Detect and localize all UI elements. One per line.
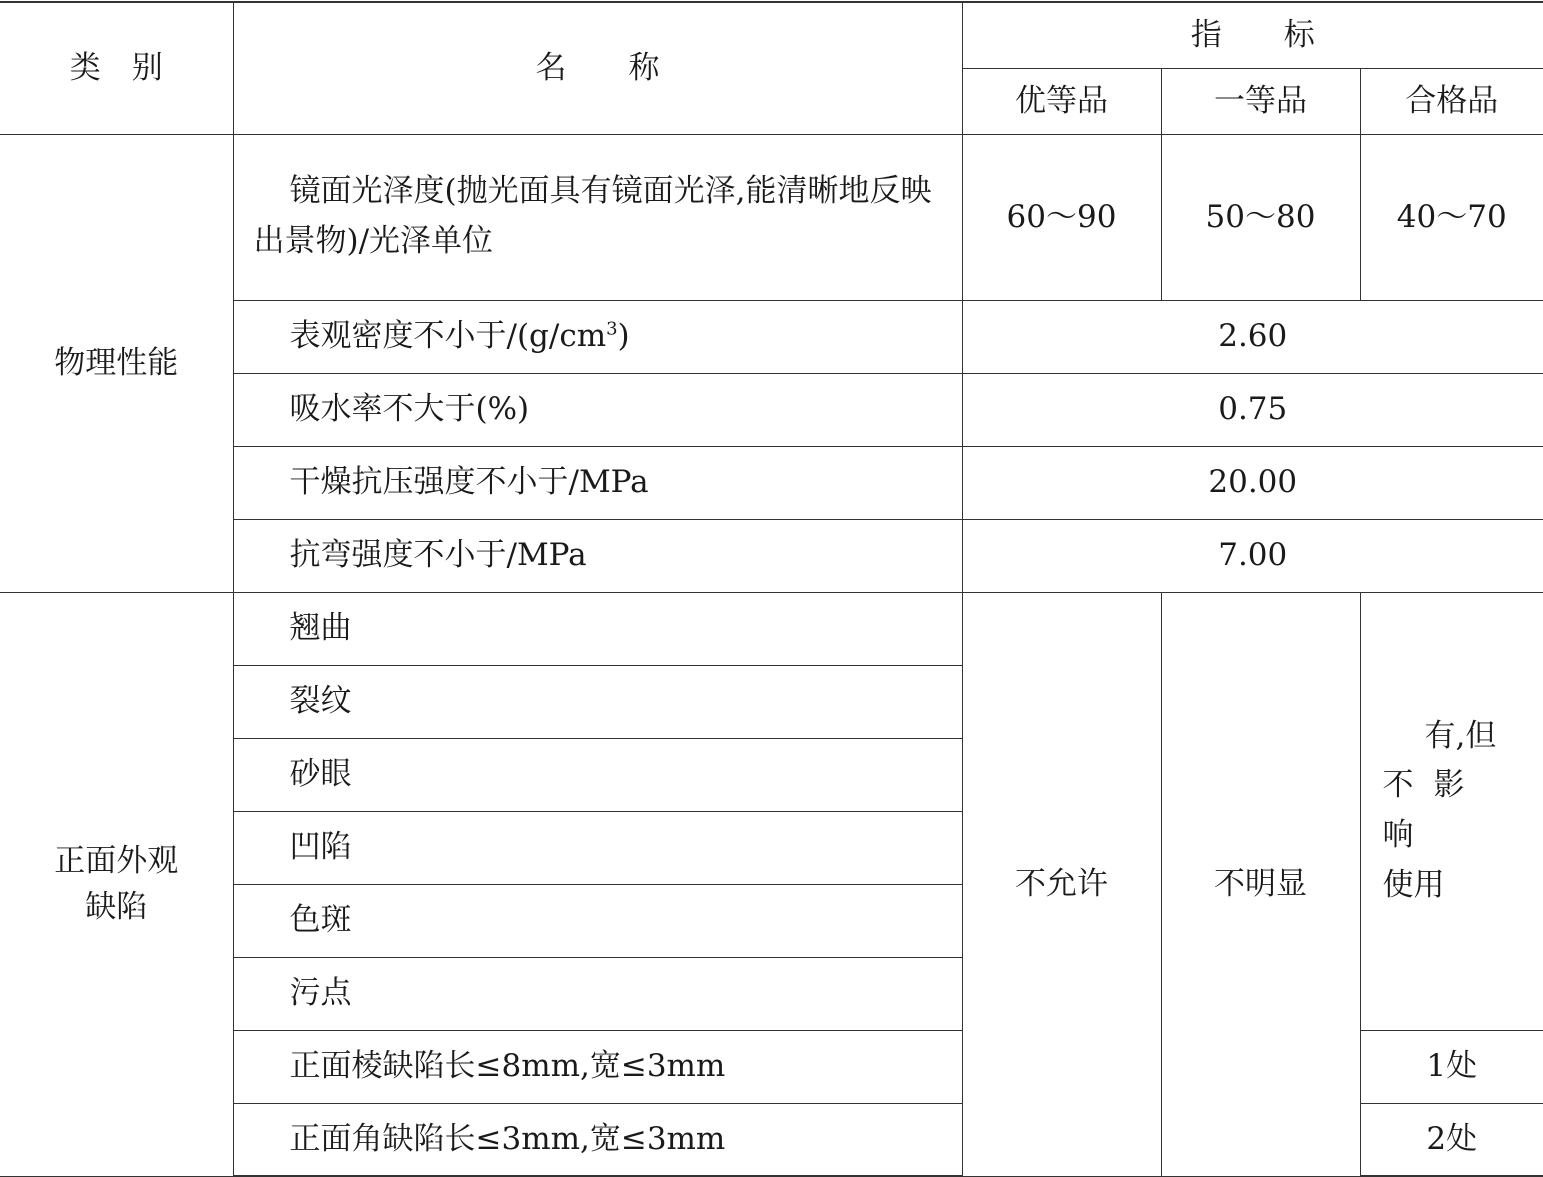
gloss-qualified: 40～70 bbox=[1360, 134, 1543, 300]
category-defects: 正面外观 缺陷 bbox=[0, 592, 233, 1176]
compressive-strength-name: 干燥抗压强度不小于/MPa bbox=[233, 446, 962, 519]
header-grade-qualified: 合格品 bbox=[1360, 68, 1543, 134]
flexural-strength-value: 7.00 bbox=[962, 519, 1543, 592]
water-absorption-name: 吸水率不大于(%) bbox=[233, 373, 962, 446]
compressive-strength-value: 20.00 bbox=[962, 446, 1543, 519]
defect-item: 污点 bbox=[233, 957, 962, 1030]
header-name: 名 称 bbox=[233, 2, 962, 134]
defect-item: 翘曲 bbox=[233, 592, 962, 665]
defects-premium: 不允许 bbox=[962, 592, 1161, 1176]
water-absorption-value: 0.75 bbox=[962, 373, 1543, 446]
defect-item: 砂眼 bbox=[233, 738, 962, 811]
density-value: 2.60 bbox=[962, 300, 1543, 373]
header-index: 指 标 bbox=[962, 2, 1543, 68]
flexural-strength-name: 抗弯强度不小于/MPa bbox=[233, 519, 962, 592]
density-name: 表观密度不小于$/(g/cm^3)$ bbox=[233, 300, 962, 373]
defects-qualified: 有,但 不影响 使用 bbox=[1360, 592, 1543, 1030]
corner-defect-count: 2处 bbox=[1360, 1103, 1543, 1176]
header-grade-premium: 优等品 bbox=[962, 68, 1161, 134]
defect-item: 色斑 bbox=[233, 884, 962, 957]
gloss-name: 镜面光泽度(抛光面具有镜面光泽,能清晰地反映出景物)/光泽单位 bbox=[233, 134, 962, 300]
header-category: 类 别 bbox=[0, 2, 233, 134]
defects-first: 不明显 bbox=[1161, 592, 1360, 1176]
category-physical: 物理性能 bbox=[0, 134, 233, 592]
gloss-premium: 60～90 bbox=[962, 134, 1161, 300]
gloss-first: 50～80 bbox=[1161, 134, 1360, 300]
quality-standards-table bbox=[0, 1, 1543, 1177]
edge-defect-count: 1处 bbox=[1360, 1030, 1543, 1103]
defect-item: 正面角缺陷长≤3mm,宽≤3mm bbox=[233, 1103, 962, 1176]
defect-item: 正面棱缺陷长≤8mm,宽≤3mm bbox=[233, 1030, 962, 1103]
defect-item: 凹陷 bbox=[233, 811, 962, 884]
defect-item: 裂纹 bbox=[233, 665, 962, 738]
header-grade-first: 一等品 bbox=[1161, 68, 1360, 134]
